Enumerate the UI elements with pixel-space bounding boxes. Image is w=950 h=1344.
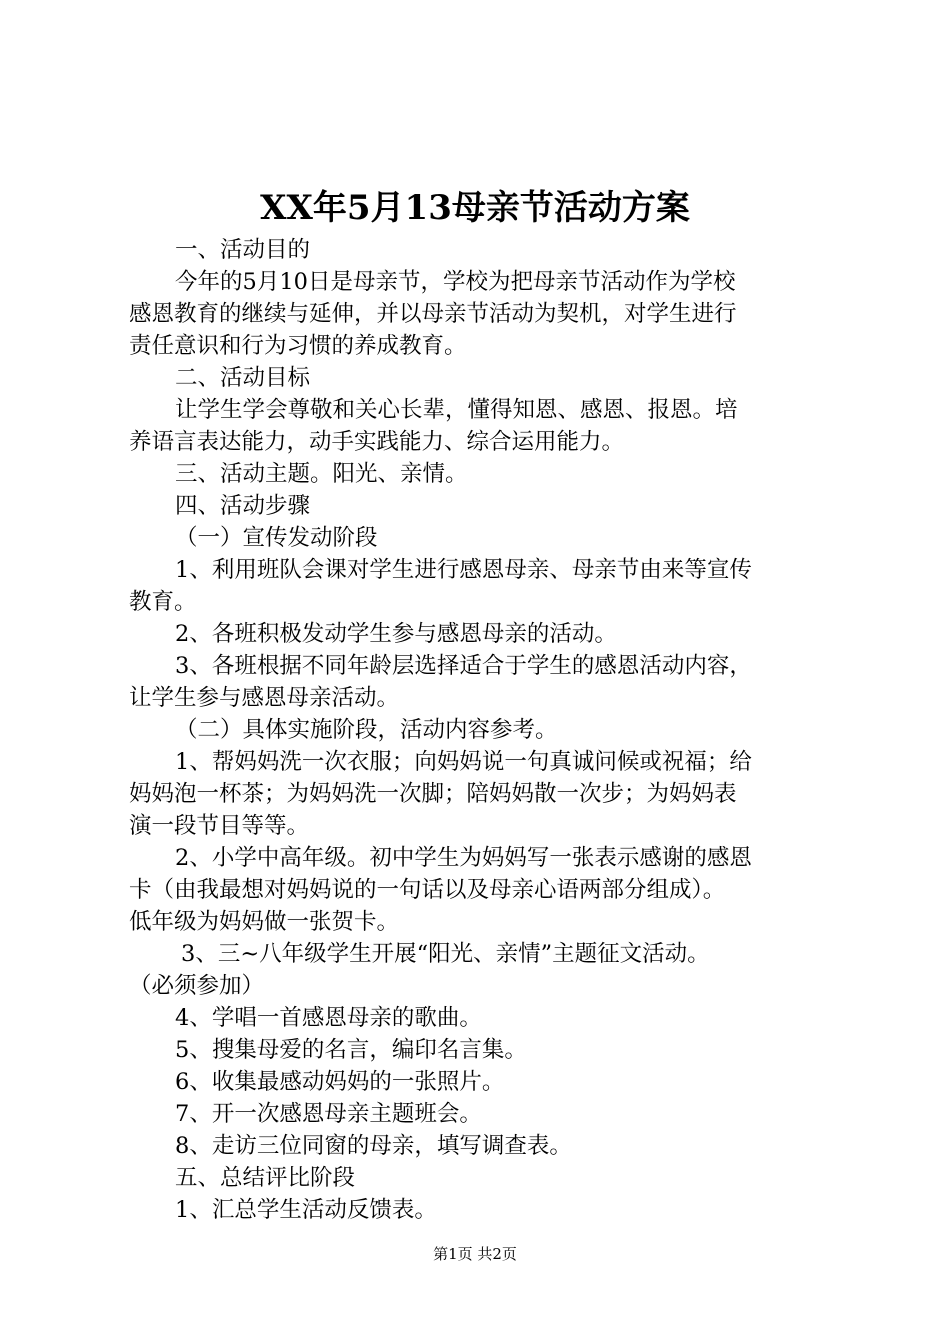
paragraph-line: 1、汇总学生活动反馈表。 (175, 1197, 437, 1223)
section-heading: 二、活动目标 (175, 365, 311, 391)
paragraph-line: 2、各班积极发动学生参与感恩母亲的活动。 (175, 621, 617, 647)
paragraph-line: 4、学唱一首感恩母亲的歌曲。 (175, 1005, 482, 1031)
paragraph-line: 责任意识和行为习惯的养成教育。 (129, 333, 467, 359)
paragraph-line: 8、走访三位同窗的母亲，填写调查表。 (175, 1133, 572, 1159)
paragraph-line: 养语言表达能力，动手实践能力、综合运用能力。 (129, 429, 625, 455)
paragraph-line: 3、三~八年级学生开展“阳光、亲情”主题征文活动。 (181, 941, 710, 967)
paragraph-line: 3、各班根据不同年龄层选择适合于学生的感恩活动内容， (175, 653, 752, 679)
paragraph-line: （必须参加） (129, 973, 265, 999)
paragraph-line: 让学生学会尊敬和关心长辈，懂得知恩、感恩、报恩。培 (175, 397, 738, 423)
paragraph-line: 6、收集最感动妈妈的一张照片。 (175, 1069, 505, 1095)
section-heading: 四、活动步骤 (175, 493, 311, 519)
subsection-heading: （一）宣传发动阶段 (175, 525, 378, 551)
paragraph-line: 5、搜集母爱的名言，编印名言集。 (175, 1037, 527, 1063)
paragraph-line: 2、小学中高年级。初中学生为妈妈写一张表示感谢的感恩 (175, 845, 752, 871)
page-number-footer: 第1页 共2页 (433, 1245, 517, 1263)
paragraph-line: 今年的5月10日是母亲节，学校为把母亲节活动作为学校 (175, 269, 736, 295)
paragraph-line: 1、帮妈妈洗一次衣服；向妈妈说一句真诚问候或祝福；给 (175, 749, 752, 775)
paragraph-line: 感恩教育的继续与延伸，并以母亲节活动为契机，对学生进行 (129, 301, 737, 327)
paragraph-line: 7、开一次感恩母亲主题班会。 (175, 1101, 482, 1127)
paragraph-line: 教育。 (129, 589, 197, 615)
document-title: XX年5月13母亲节活动方案 (260, 188, 690, 228)
section-heading: 五、总结评比阶段 (175, 1165, 356, 1191)
subsection-heading: （二）具体实施阶段，活动内容参考。 (175, 717, 558, 743)
document-body (129, 234, 829, 1226)
paragraph-line: 妈妈泡一杯茶；为妈妈洗一次脚；陪妈妈散一次步；为妈妈表 (129, 781, 737, 807)
section-heading: 三、活动主题。阳光、亲情。 (175, 461, 468, 487)
section-heading: 一、活动目的 (175, 237, 311, 263)
paragraph-line: 演一段节目等等。 (129, 813, 310, 839)
paragraph-line: 让学生参与感恩母亲活动。 (129, 685, 400, 711)
paragraph-line: 卡（由我最想对妈妈说的一句话以及母亲心语两部分组成）。 (129, 877, 726, 903)
paragraph-line: 1、利用班队会课对学生进行感恩母亲、母亲节由来等宣传 (175, 557, 752, 583)
paragraph-line: 低年级为妈妈做一张贺卡。 (129, 909, 400, 935)
